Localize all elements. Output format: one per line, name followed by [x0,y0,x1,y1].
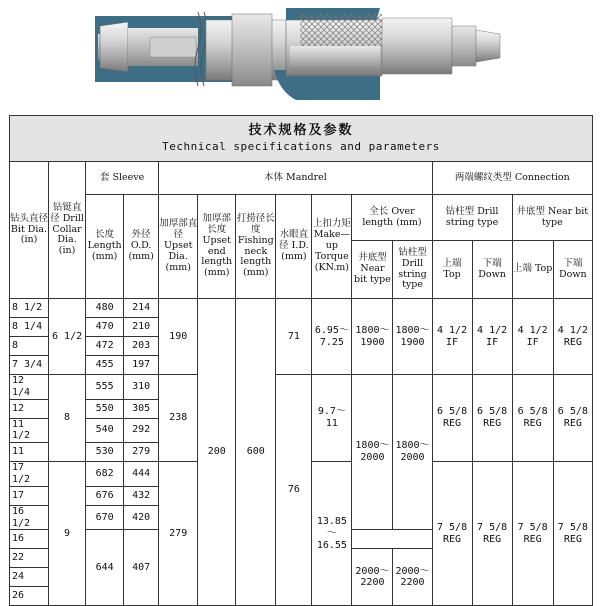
sleeve-od-cell: 420 [124,505,159,530]
header-sleeve-od: 外径 O.D. (mm) [124,195,159,299]
upset-dia-cell: 279 [159,462,198,606]
conn-near-down-cell: 4 1/2 REG [553,299,592,375]
header-conn-near: 井底型 Near bit type [512,195,592,241]
sleeve-length-cell: 555 [86,375,124,400]
header-drill-down: 下端 Down [472,241,512,299]
sleeve-od-cell: 407 [124,530,159,606]
bit-dia-cell: 12 [10,399,49,418]
conn-drill-down-cell: 4 1/2 IF [472,299,512,375]
sleeve-od-cell: 203 [124,337,159,356]
sleeve-od-cell: 310 [124,375,159,400]
torque-cell: 9.7～11 [312,375,352,462]
bit-dia-cell: 12 1/4 [10,375,49,400]
sleeve-length-cell: 540 [86,418,124,443]
near-bit-length-cell: 1800～1900 [352,299,393,375]
sleeve-od-cell: 432 [124,486,159,505]
near-bit-length-cell: 1800～2000 [352,375,393,530]
sleeve-length-cell: 670 [86,505,124,530]
header-bit-dia: 钻头直径 Bit Dia. (in) [10,162,49,299]
header-near-bit-length: 井底型 Near bit type [352,241,393,299]
sleeve-od-cell: 292 [124,418,159,443]
header-fishing-neck: 打捞径长度 Fishing neck length (mm) [236,195,276,299]
sleeve-length-cell: 480 [86,299,124,318]
sleeve-od-cell: 444 [124,462,159,487]
bit-dia-cell: 7 3/4 [10,356,49,375]
sleeve-length-cell: 470 [86,318,124,337]
header-sleeve-length: 长度 Length (mm) [86,195,124,299]
header-sleeve: 套 Sleeve [86,162,159,195]
conn-drill-down-cell: 7 5/8 REG [472,462,512,606]
table-title [10,116,593,162]
sleeve-length-cell: 682 [86,462,124,487]
sleeve-od-cell: 279 [124,443,159,462]
torque-cell: 13.85～16.55 [312,462,352,606]
fishing-neck-cell: 600 [236,299,276,606]
header-upset-dia: 加厚部直径 Upset Dia. (mm) [159,195,198,299]
upset-dia-cell: 238 [159,375,198,462]
bit-dia-cell: 26 [10,587,49,606]
sleeve-od-cell: 197 [124,356,159,375]
header-near-top: 上端 Top [512,241,553,299]
header-id: 水眼直径 I.D. (mm) [276,195,312,299]
sleeve-length-cell: 472 [86,337,124,356]
header-near-down: 下端 Down [553,241,592,299]
spec-table [9,115,593,606]
header-drill-top: 上端 Top [432,241,472,299]
conn-drill-top-cell: 6 5/8 REG [432,375,472,462]
header-connection: 两端螺纹类型 Connection [432,162,592,195]
conn-drill-down-cell: 6 5/8 REG [472,375,512,462]
conn-near-top-cell: 4 1/2 IF [512,299,553,375]
conn-near-down-cell: 6 5/8 REG [553,375,592,462]
bit-dia-cell: 24 [10,568,49,587]
conn-drill-top-cell: 4 1/2 IF [432,299,472,375]
near-bit-length-cell: 2000～2200 [352,549,393,606]
sleeve-length-cell: 530 [86,443,124,462]
id-cell: 71 [276,299,312,375]
sleeve-length-cell: 455 [86,356,124,375]
tool-drawing [0,0,602,112]
conn-near-top-cell: 6 5/8 REG [512,375,553,462]
bit-dia-cell: 16 1/2 [10,505,49,530]
sleeve-od-cell: 214 [124,299,159,318]
collar-dia-cell: 6 1/2 [49,299,86,375]
sleeve-od-cell: 305 [124,399,159,418]
header-upset-length: 加厚部长度 Upset end length (mm) [198,195,236,299]
header-collar-dia: 钻铤直径 Drill Collar Dia. (in) [49,162,86,299]
conn-near-top-cell: 7 5/8 REG [512,462,553,606]
sleeve-length-cell: 550 [86,399,124,418]
bit-dia-cell: 8 [10,337,49,356]
id-cell: 76 [276,375,312,606]
drill-string-length-cell: 1800～1900 [393,299,432,375]
sleeve-length-cell: 644 [86,530,124,606]
bit-dia-cell: 17 1/2 [10,462,49,487]
upset-dia-cell: 190 [159,299,198,375]
sleeve-length-cell: 676 [86,486,124,505]
header-overall-length: 全长 Over length (mm) [352,195,432,241]
header-mandrel: 本体 Mandrel [159,162,432,195]
bit-dia-cell: 11 [10,443,49,462]
conn-near-down-cell: 7 5/8 REG [553,462,592,606]
drill-string-length-cell: 2000～2200 [393,549,432,606]
header-conn-drill: 钻柱型 Drill string type [432,195,512,241]
conn-drill-top-cell: 7 5/8 REG [432,462,472,606]
header-drill-string-length: 钻柱型 Drill string type [393,241,432,299]
collar-dia-cell: 8 [49,375,86,462]
sleeve-od-cell: 210 [124,318,159,337]
title-en: Technical specifications and parameters [162,139,440,153]
bit-dia-cell: 22 [10,549,49,568]
bit-dia-cell: 8 1/4 [10,318,49,337]
bit-dia-cell: 17 [10,486,49,505]
bit-dia-cell: 8 1/2 [10,299,49,318]
torque-cell: 6.95～7.25 [312,299,352,375]
bit-dia-cell: 11 1/2 [10,418,49,443]
header-torque: 上扣力矩 Make—up Torque (KN.m) [312,195,352,299]
title-cn: 技术规格及参数 [248,123,354,139]
drill-string-length-cell: 1800～2000 [393,375,432,530]
collar-dia-cell: 9 [49,462,86,606]
upset-length-cell: 200 [198,299,236,606]
bit-dia-cell: 16 [10,530,49,549]
